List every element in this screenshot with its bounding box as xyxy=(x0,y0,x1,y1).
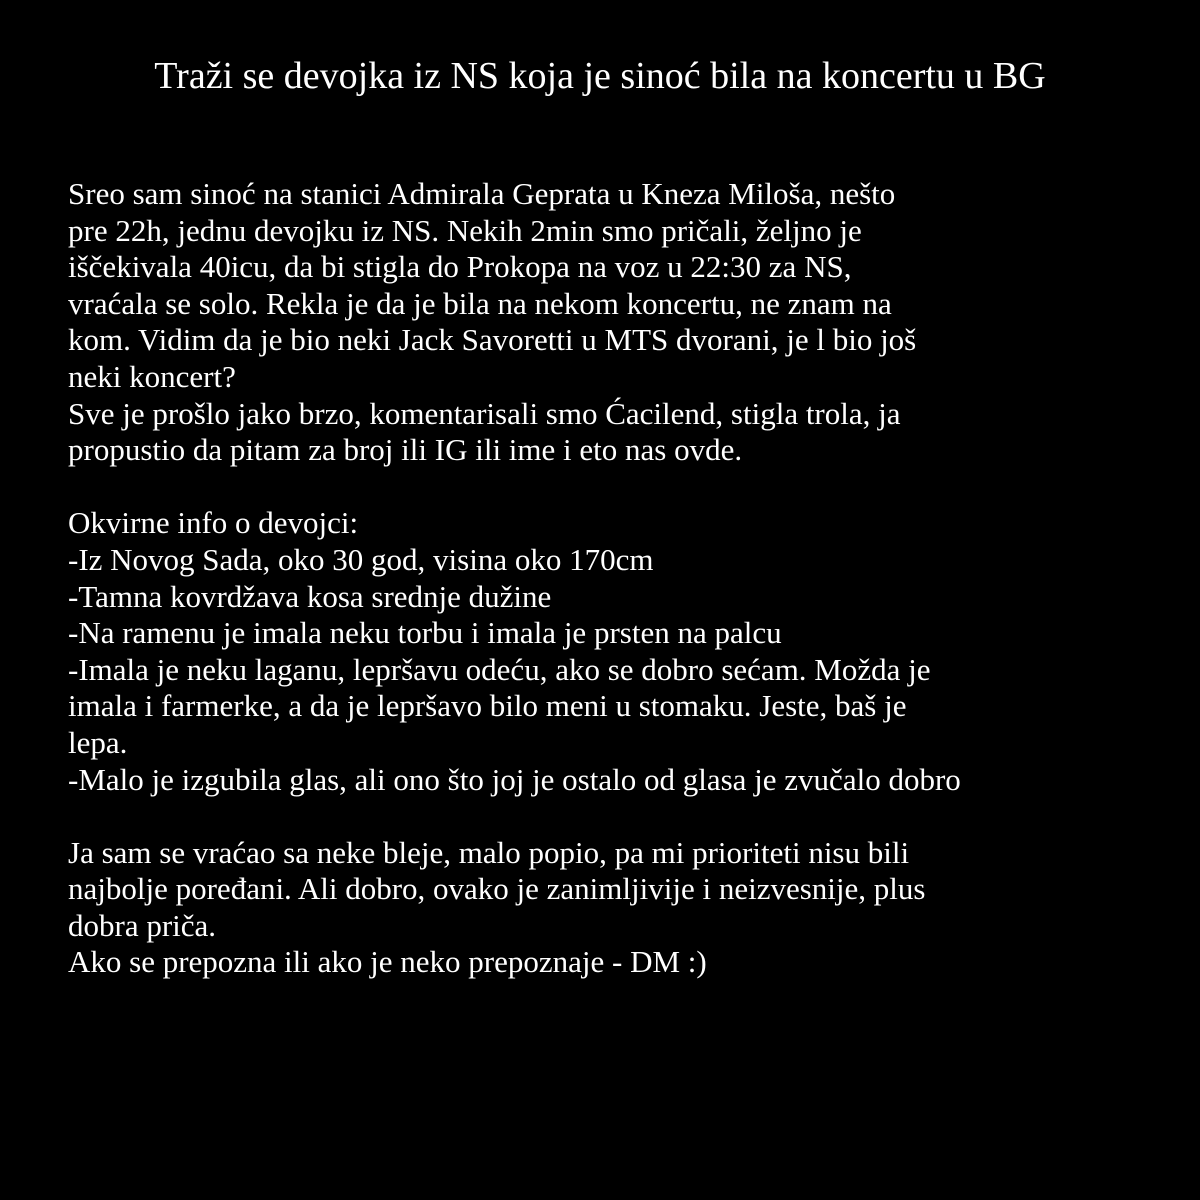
closing-line: najbolje poređani. Ali dobro, ovako je zanimljivije i neizvesnije, plus xyxy=(68,871,926,907)
description-item: -Iz Novog Sada, oko 30 god, visina oko 170cm xyxy=(68,541,654,577)
story-line: vraćala se solo. Rekla je da je bila na nekom koncertu, ne znam na xyxy=(68,285,892,321)
description-item: -Malo je izgubila glas, ali ono što joj je ostalo od glasa je zvučalo dobro xyxy=(68,761,961,797)
story-line: Sve je prošlo jako brzo, komentarisali smo Ćacilend, stigla trola, ja xyxy=(68,395,901,431)
story-paragraph xyxy=(68,176,1178,469)
closing-line: Ja sam se vraćao sa neke bleje, malo popio, pa mi prioriteti nisu bili xyxy=(68,834,910,870)
description-item: imala i farmerke, a da je lepršavo bilo meni u stomaku. Jeste, baš je xyxy=(68,688,907,724)
description-item: lepa. xyxy=(68,724,128,760)
story-line: kom. Vidim da je bio neki Jack Savoretti u MTS dvorani, je l bio još xyxy=(68,322,917,358)
closing-line: dobra priča. xyxy=(68,907,217,943)
paragraph-spacer xyxy=(68,798,1178,835)
description-item: -Na ramenu je imala neku torbu i imala je prsten na palcu xyxy=(68,615,782,651)
story-line: iščekivala 40icu, da bi stigla do Prokopa na voz u 22:30 za NS, xyxy=(68,249,852,285)
description-heading: Okvirne info o devojci: xyxy=(68,505,359,541)
story-line: neki koncert? xyxy=(68,358,236,394)
post-title: Traži se devojka iz NS koja je sinoć bila na koncertu u BG xyxy=(154,55,1046,97)
story-line: pre 22h, jednu devojku iz NS. Nekih 2min smo pričali, željno je xyxy=(68,212,862,248)
description-item: -Imala je neku laganu, lepršavu odeću, ako se dobro sećam. Možda je xyxy=(68,651,931,687)
closing-paragraph xyxy=(68,835,1178,981)
story-line: propustio da pitam za broj ili IG ili ime i eto nas ovde. xyxy=(68,432,743,468)
story-line: Sreo sam sinoć na stanici Admirala Geprata u Kneza Miloša, nešto xyxy=(68,176,896,211)
closing-line: Ako se prepozna ili ako je neko prepoznaje - DM :) xyxy=(68,944,707,980)
paragraph-spacer xyxy=(68,469,1178,506)
post-body xyxy=(68,176,1178,981)
description-item: -Tamna kovrdžava kosa srednje dužine xyxy=(68,578,552,614)
description-list xyxy=(68,505,1178,798)
